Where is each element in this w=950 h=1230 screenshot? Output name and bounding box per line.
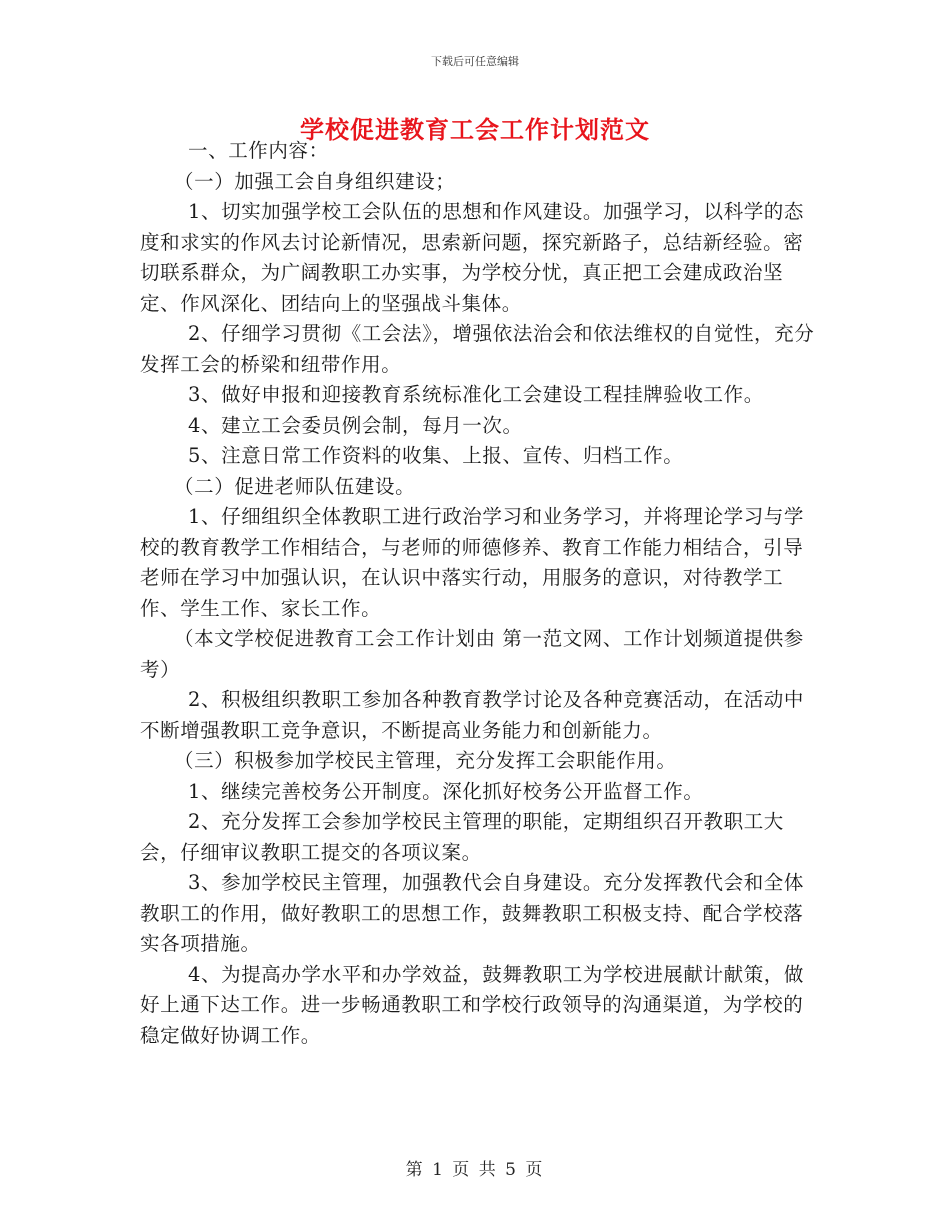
paragraph: 3、做好申报和迎接教育系统标准化工会建设工程挂牌验收工作。 <box>188 383 764 406</box>
section-heading: 一、工作内容： <box>188 139 329 162</box>
header-note: 下载后可任意编辑 <box>431 55 519 68</box>
page-number: 第 1 页 共 5 页 <box>405 1160 545 1180</box>
document-body <box>140 136 820 1051</box>
subsection-heading: （二）促进老师队伍建设。 <box>174 474 416 498</box>
subsection-heading: （一）加强工会自身组织建设； <box>174 169 456 193</box>
paragraph: 4、为提高办学水平和办学效益，鼓舞教职工为学校进展献计献策，做好上通下达工作。进一步畅通教职工和学校行政领导的沟通渠道，为学校的稳定做好协调工作。 <box>140 962 805 1047</box>
subsection-heading: （三）积极参加学校民主管理，充分发挥工会职能作用。 <box>174 749 677 772</box>
paragraph: 2、仔细学习贯彻《工会法》，增强依法治会和依法维权的自觉性，充分发挥工会的桥梁和纽带作用。 <box>140 322 815 376</box>
paragraph: 4、建立工会委员例会制，每月一次。 <box>188 413 523 437</box>
paragraph: 1、切实加强学校工会队伍的思想和作风建设。加强学习，以科学的态度和求实的作风去讨论新情况，思索新问题，探究新路子，总结新经验。密切联系群众，为广阔教职工办实事，为学校分忧，真正把工会建成政治坚定、作风深化、团结向上的坚强战斗集体。 <box>140 200 805 315</box>
paragraph: 2、积极组织教职工参加各种教育教学讨论及各种竞赛活动，在活动中不断增强教职工竞争意识，不断提高业务能力和创新能力。 <box>140 688 805 742</box>
paragraph: 2、充分发挥工会参加学校民主管理的职能，定期组织召开教职工大会，仔细审议教职工提交的各项议案。 <box>140 810 784 864</box>
paragraph: 3、参加学校民主管理，加强教代会自身建设。充分发挥教代会和全体教职工的作用，做好教职工的思想工作，鼓舞教职工积极支持、配合学校落实各项措施。 <box>140 871 805 955</box>
source-note: （本文学校促进教育工会工作计划由 第一范文网、工作计划频道提供参考） <box>140 627 804 681</box>
paragraph: 5、注意日常工作资料的收集、上报、宣传、归档工作。 <box>188 444 684 467</box>
document-title: 学校促进教育工会工作计划范文 <box>300 115 650 144</box>
paragraph: 1、仔细组织全体教职工进行政治学习和业务学习，并将理论学习与学校的教育教学工作相结合，与老师的师德修养、教育工作能力相结合，引导老师在学习中加强认识，在认识中落实行动，用服务的意识，对待教学工作、学生工作、家长工作。 <box>140 505 805 620</box>
paragraph: 1、继续完善校务公开制度。深化抓好校务公开监督工作。 <box>188 779 704 803</box>
